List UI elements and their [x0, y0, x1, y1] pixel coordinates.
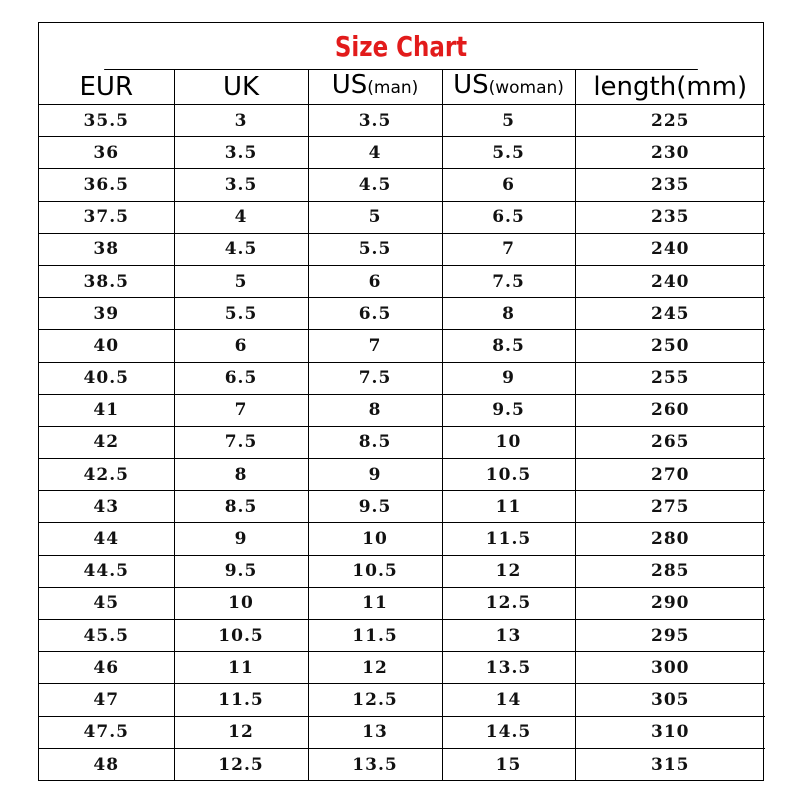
cell-length: 240 [575, 233, 765, 265]
cell-eur: 43 [39, 491, 174, 523]
table-row [39, 620, 765, 652]
table-row [39, 523, 765, 555]
header-us-woman: US(woman) [442, 70, 575, 105]
cell-eur: 40 [39, 330, 174, 362]
cell-us-woman: 8.5 [442, 330, 575, 362]
cell-us-woman: 11 [442, 491, 575, 523]
cell-us-man: 5 [308, 201, 442, 233]
cell-length: 285 [575, 555, 765, 587]
cell-eur: 36 [39, 137, 174, 169]
table-row [39, 716, 765, 748]
cell-eur: 42 [39, 426, 174, 458]
size-table [39, 70, 765, 780]
table-row [39, 265, 765, 297]
cell-us-man: 4 [308, 137, 442, 169]
cell-us-woman: 13.5 [442, 652, 575, 684]
cell-eur: 41 [39, 394, 174, 426]
table-row [39, 330, 765, 362]
cell-uk: 11 [174, 652, 308, 684]
cell-uk: 10 [174, 587, 308, 619]
cell-uk: 3 [174, 105, 308, 137]
cell-eur: 38.5 [39, 265, 174, 297]
table-row [39, 652, 765, 684]
header-uk: UK [174, 70, 308, 105]
table-row [39, 201, 765, 233]
table-row [39, 105, 765, 137]
cell-length: 310 [575, 716, 765, 748]
cell-uk: 9.5 [174, 555, 308, 587]
cell-length: 295 [575, 620, 765, 652]
cell-us-woman: 15 [442, 748, 575, 780]
cell-uk: 12 [174, 716, 308, 748]
cell-us-man: 13 [308, 716, 442, 748]
cell-length: 300 [575, 652, 765, 684]
cell-eur: 37.5 [39, 201, 174, 233]
cell-length: 265 [575, 426, 765, 458]
cell-us-man: 10 [308, 523, 442, 555]
cell-eur: 44 [39, 523, 174, 555]
cell-us-man: 13.5 [308, 748, 442, 780]
cell-us-man: 7.5 [308, 362, 442, 394]
table-row [39, 394, 765, 426]
cell-length: 245 [575, 298, 765, 330]
cell-uk: 7 [174, 394, 308, 426]
cell-us-woman: 10.5 [442, 459, 575, 491]
size-chart [38, 22, 764, 781]
cell-uk: 8.5 [174, 491, 308, 523]
cell-us-woman: 11.5 [442, 523, 575, 555]
cell-length: 260 [575, 394, 765, 426]
cell-uk: 4.5 [174, 233, 308, 265]
cell-us-man: 8 [308, 394, 442, 426]
cell-eur: 40.5 [39, 362, 174, 394]
table-row [39, 137, 765, 169]
cell-length: 270 [575, 459, 765, 491]
cell-uk: 6.5 [174, 362, 308, 394]
cell-length: 280 [575, 523, 765, 555]
chart-title: Size Chart [104, 23, 698, 70]
table-row [39, 587, 765, 619]
cell-length: 275 [575, 491, 765, 523]
cell-us-woman: 5.5 [442, 137, 575, 169]
cell-us-woman: 12.5 [442, 587, 575, 619]
cell-us-woman: 14.5 [442, 716, 575, 748]
cell-eur: 35.5 [39, 105, 174, 137]
cell-eur: 39 [39, 298, 174, 330]
table-row [39, 555, 765, 587]
header-us-man: US(man) [308, 70, 442, 105]
cell-length: 255 [575, 362, 765, 394]
size-rows [39, 105, 765, 781]
cell-length: 305 [575, 684, 765, 716]
cell-us-man: 8.5 [308, 426, 442, 458]
cell-eur: 45.5 [39, 620, 174, 652]
cell-eur: 38 [39, 233, 174, 265]
cell-us-woman: 14 [442, 684, 575, 716]
cell-uk: 7.5 [174, 426, 308, 458]
cell-uk: 10.5 [174, 620, 308, 652]
cell-uk: 9 [174, 523, 308, 555]
cell-us-man: 6 [308, 265, 442, 297]
table-row [39, 491, 765, 523]
cell-us-woman: 13 [442, 620, 575, 652]
table-row [39, 362, 765, 394]
cell-length: 235 [575, 201, 765, 233]
cell-eur: 47 [39, 684, 174, 716]
cell-us-man: 9 [308, 459, 442, 491]
cell-us-woman: 7 [442, 233, 575, 265]
cell-uk: 12.5 [174, 748, 308, 780]
table-row [39, 748, 765, 780]
cell-us-woman: 6 [442, 169, 575, 201]
header-row [39, 70, 765, 105]
cell-eur: 36.5 [39, 169, 174, 201]
cell-length: 290 [575, 587, 765, 619]
cell-us-man: 12 [308, 652, 442, 684]
cell-uk: 5 [174, 265, 308, 297]
cell-eur: 47.5 [39, 716, 174, 748]
table-row [39, 169, 765, 201]
cell-us-man: 5.5 [308, 233, 442, 265]
table-row [39, 233, 765, 265]
cell-us-woman: 10 [442, 426, 575, 458]
cell-uk: 6 [174, 330, 308, 362]
cell-uk: 11.5 [174, 684, 308, 716]
table-row [39, 298, 765, 330]
table-row [39, 426, 765, 458]
cell-eur: 45 [39, 587, 174, 619]
cell-uk: 3.5 [174, 169, 308, 201]
cell-eur: 44.5 [39, 555, 174, 587]
cell-us-man: 9.5 [308, 491, 442, 523]
cell-length: 315 [575, 748, 765, 780]
cell-eur: 48 [39, 748, 174, 780]
header-length: length(mm) [575, 70, 765, 105]
table-row [39, 459, 765, 491]
cell-length: 225 [575, 105, 765, 137]
cell-us-woman: 8 [442, 298, 575, 330]
cell-us-woman: 9 [442, 362, 575, 394]
cell-uk: 8 [174, 459, 308, 491]
cell-length: 240 [575, 265, 765, 297]
cell-us-man: 6.5 [308, 298, 442, 330]
cell-us-man: 7 [308, 330, 442, 362]
cell-us-man: 4.5 [308, 169, 442, 201]
cell-us-woman: 5 [442, 105, 575, 137]
cell-eur: 46 [39, 652, 174, 684]
cell-us-man: 12.5 [308, 684, 442, 716]
cell-us-woman: 12 [442, 555, 575, 587]
cell-length: 235 [575, 169, 765, 201]
cell-uk: 5.5 [174, 298, 308, 330]
cell-us-woman: 7.5 [442, 265, 575, 297]
cell-uk: 4 [174, 201, 308, 233]
cell-us-man: 11.5 [308, 620, 442, 652]
cell-eur: 42.5 [39, 459, 174, 491]
cell-us-man: 11 [308, 587, 442, 619]
cell-length: 230 [575, 137, 765, 169]
cell-us-man: 10.5 [308, 555, 442, 587]
cell-us-woman: 6.5 [442, 201, 575, 233]
table-row [39, 684, 765, 716]
cell-uk: 3.5 [174, 137, 308, 169]
cell-us-man: 3.5 [308, 105, 442, 137]
cell-us-woman: 9.5 [442, 394, 575, 426]
cell-length: 250 [575, 330, 765, 362]
header-eur: EUR [39, 70, 174, 105]
